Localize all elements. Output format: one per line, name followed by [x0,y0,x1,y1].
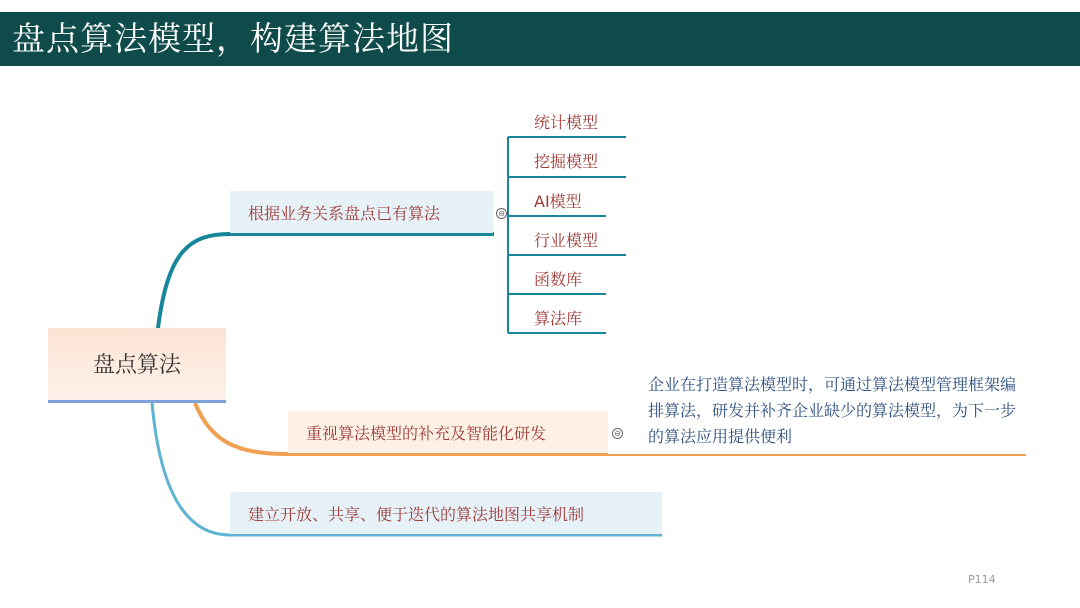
page-number: P114 [968,573,996,586]
branch-node-1[interactable] [230,191,493,233]
root-node[interactable] [48,328,226,403]
root-label: 盘点算法 [92,353,181,378]
branch-note[interactable]: 企业在打造算法模型时，可通过算法模型管理框架编排算法，研发并补齐企业缺少的算法模型，为下一步的算法应用提供便利 [648,375,1017,446]
leaf-node-5[interactable]: 函数库 [534,270,583,289]
branch-label-3: 建立开放、共享、便于迭代的算法地图共享机制 [248,505,585,524]
branch-label-1: 根据业务关系盘点已有算法 [248,204,441,223]
branch-node-2[interactable] [288,411,608,453]
connector-branch-1 [158,234,494,328]
leaf-node-2[interactable]: 挖掘模型 [534,152,599,171]
leaf-node-1[interactable]: 统计模型 [534,113,599,132]
leaf-node-4[interactable]: 行业模型 [534,231,599,250]
collapse-icon[interactable]: ⊖ [496,208,507,219]
leaf-node-3[interactable]: AI模型 [534,192,582,211]
branch-label-2: 重视算法模型的补充及智能化研发 [306,424,547,443]
leaf-node-6[interactable]: 算法库 [534,309,583,328]
page-title: 盘点算法模型，构建算法地图 [12,19,454,58]
collapse-icon[interactable]: ⊖ [612,428,623,439]
branch-node-3[interactable] [230,492,662,534]
